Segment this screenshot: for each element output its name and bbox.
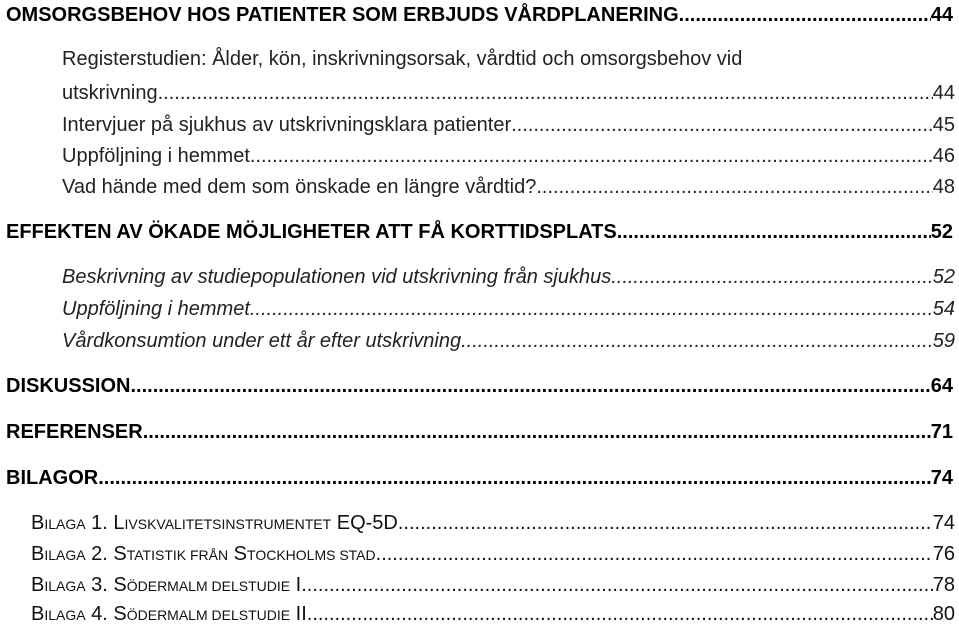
dot-leader [511, 114, 933, 137]
dot-leader [679, 4, 931, 27]
toc-entry[interactable] [62, 298, 955, 321]
toc-entry-label: REFERENSER [6, 421, 143, 443]
toc-entry-label: BILAGA 4. SÖDERMALM DELSTUDIE II [31, 603, 307, 625]
toc-entry[interactable] [62, 114, 955, 137]
dot-leader [158, 82, 933, 105]
toc-entry-label: Vad hände med dem som önskade en längre vårdtid? [62, 176, 537, 198]
toc-entry-label: DISKUSSION [6, 375, 131, 397]
toc-entry-bilaga[interactable] [31, 543, 955, 566]
dot-leader [376, 543, 933, 566]
toc-page-number: 71 [930, 421, 953, 443]
toc-page-number: 78 [932, 574, 955, 596]
dot-leader [611, 266, 933, 289]
toc-entry[interactable] [6, 375, 953, 398]
dot-leader [398, 512, 933, 535]
toc-page-number: 59 [932, 330, 955, 352]
toc-entry[interactable] [62, 176, 955, 199]
toc-entry-label: BILAGA 3. SÖDERMALM DELSTUDIE I [31, 574, 302, 596]
toc-entry-label: OMSORGSBEHOV HOS PATIENTER SOM ERBJUDS VÅRDPLANERING [6, 4, 679, 26]
toc-entry[interactable] [62, 330, 955, 353]
toc-entry-label: Uppföljning i hemmet [62, 298, 250, 320]
dot-leader [143, 421, 931, 444]
toc-entry-label: BILAGA 2. STATISTIK FRÅN STOCKHOLMS STAD [31, 543, 376, 565]
toc-entry-label: Vårdkonsumtion under ett år efter utskrivning [62, 330, 462, 352]
toc-entry-label: Beskrivning av studiepopulationen vid utskrivning från sjukhus [62, 266, 612, 288]
toc-entry[interactable] [62, 266, 955, 289]
toc-page-number: 64 [930, 375, 953, 397]
toc-page-number: 45 [932, 114, 955, 136]
toc-entry[interactable] [62, 82, 955, 105]
toc-entry[interactable] [6, 221, 953, 244]
toc-entry-bilaga[interactable] [31, 574, 955, 597]
toc-entry[interactable] [6, 421, 953, 444]
toc-page-number: 44 [932, 82, 955, 104]
toc-entry-bilaga[interactable] [31, 512, 955, 535]
toc-page-number: 74 [932, 512, 955, 534]
toc-page-number: 44 [930, 4, 953, 26]
dot-leader [617, 221, 931, 244]
toc-page-number: 48 [932, 176, 955, 198]
toc-page-number: 54 [932, 298, 955, 320]
toc-page-number: 80 [932, 603, 955, 625]
dot-leader [130, 375, 930, 398]
toc-page-number: 52 [932, 266, 955, 288]
dot-leader [536, 176, 932, 199]
dot-leader [250, 145, 933, 168]
toc-entry-label: BILAGOR [6, 467, 99, 489]
toc-entry-label: BILAGA 1. LIVSKVALITETSINSTRUMENTET EQ-5D [31, 512, 398, 534]
dot-leader [307, 603, 933, 626]
dot-leader [461, 330, 933, 353]
toc-entry-label: Intervjuer på sjukhus av utskrivningsklara patienter [62, 114, 512, 136]
toc-entry-label: Registerstudien: Ålder, kön, inskrivningsorsak, vårdtid och omsorgsbehov vid [62, 48, 743, 70]
toc-entry[interactable] [6, 4, 953, 27]
toc-entry-label: Uppföljning i hemmet [62, 145, 250, 167]
dot-leader [98, 467, 931, 490]
toc-entry-bilaga[interactable] [31, 603, 955, 626]
dot-leader [301, 574, 933, 597]
toc-entry-label: EFFEKTEN AV ÖKADE MÖJLIGHETER ATT FÅ KORTTIDSPLATS [6, 221, 617, 243]
toc-page-number: 76 [932, 543, 955, 565]
toc-entry[interactable] [62, 145, 955, 168]
dot-leader [250, 298, 933, 321]
toc-page-number: 74 [930, 467, 953, 489]
toc-entry-label: utskrivning [62, 82, 158, 104]
toc-entry[interactable] [6, 467, 953, 490]
toc-page-number: 52 [930, 221, 953, 243]
toc-page-number: 46 [932, 145, 955, 167]
